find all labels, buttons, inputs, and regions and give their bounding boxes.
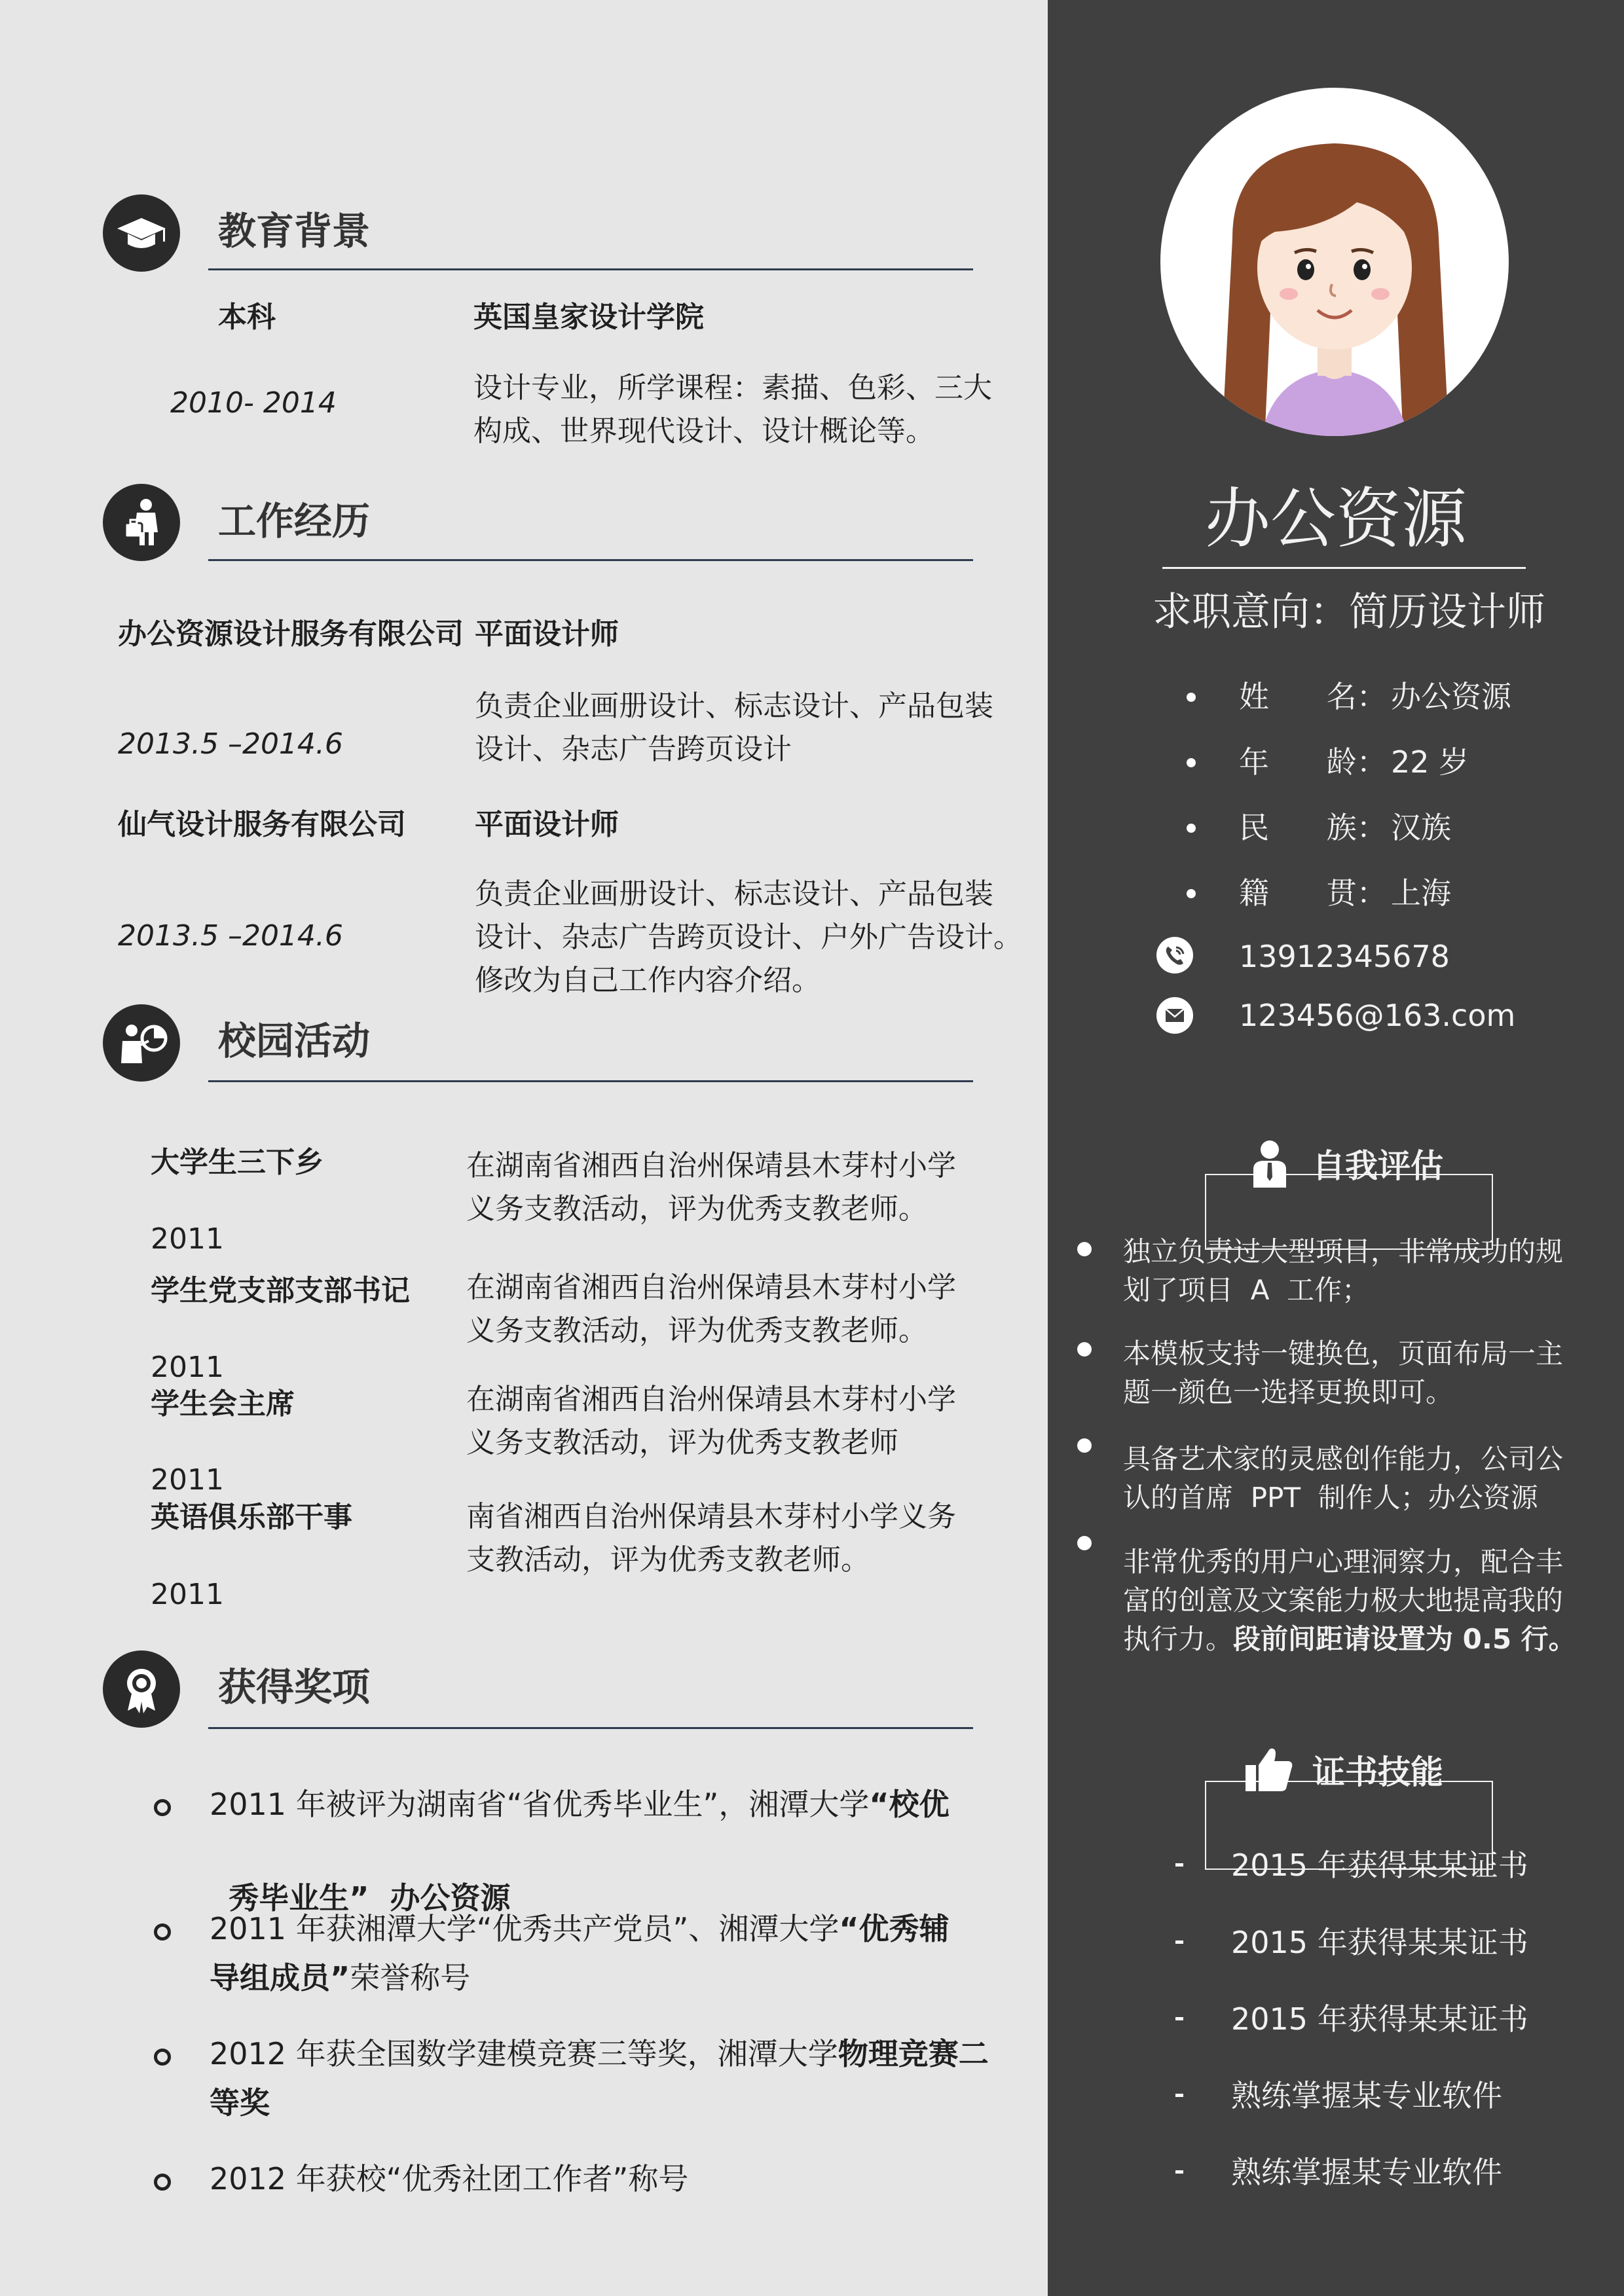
avatar <box>1160 88 1509 436</box>
eval-item-1-line-1: 独立负责过大型项目，非常成功的规 <box>1123 1235 1564 1267</box>
award-1-text: 2011 年被评为湖南省“省优秀毕业生”，湘潭大学 <box>210 1787 870 1822</box>
education-period: 2010- 2014 <box>170 386 337 420</box>
job-2-desc-line-3: 修改为自己工作内容介绍。 <box>475 964 821 997</box>
info-hometown-value: 上海 <box>1391 875 1451 911</box>
campus-2-role: 学生党支部支部书记 <box>151 1274 410 1307</box>
thumbs-up-icon <box>1244 1745 1294 1793</box>
campus-1-desc-line-2: 义务支教活动，评为优秀支教老师。 <box>466 1192 927 1226</box>
award-2-line-2 <box>210 1956 470 2000</box>
eval-item-4-bold-note: 段前间距请设置为 0.5 行。 <box>1233 1623 1576 1655</box>
job-2-period: 2013.5 –2014.6 <box>118 919 343 953</box>
graduation-cap-icon <box>103 194 180 272</box>
cert-item-4: 熟练掌握某专业软件 <box>1231 2078 1502 2113</box>
eval-bullet <box>1077 1342 1092 1357</box>
cert-dash <box>1175 2094 1183 2097</box>
eval-item-2-line-1: 本模板支持一键换色，页面布局一主 <box>1123 1338 1564 1370</box>
award-3-bold-2: 等奖 <box>210 2085 270 2121</box>
award-bullet <box>154 1799 171 1816</box>
phone-icon <box>1156 936 1194 974</box>
eval-bullet <box>1077 1438 1092 1453</box>
name-divider <box>1162 567 1526 569</box>
campus-2-year: 2011 <box>151 1351 224 1384</box>
job-2-desc-line-2: 设计、杂志广告跨页设计、户外广告设计。 <box>475 920 1022 954</box>
campus-title: 校园活动 <box>218 1019 371 1063</box>
self-eval-title: 自我评估 <box>1312 1147 1443 1185</box>
education-school: 英国皇家设计学院 <box>473 301 704 334</box>
campus-4-desc-line-2: 支教活动，评为优秀支教老师。 <box>466 1543 870 1576</box>
education-degree: 本科 <box>218 301 276 334</box>
award-2-bold: “优秀辅 <box>839 1911 950 1946</box>
awards-divider <box>208 1727 973 1729</box>
awards-title: 获得奖项 <box>218 1665 371 1709</box>
eval-item-3-line-2: 认的首席 PPT 制作人；办公资源 <box>1123 1482 1538 1514</box>
cert-item-2: 2015 年获得某某证书 <box>1231 1925 1528 1960</box>
info-hometown-label: 籍 贯： <box>1239 875 1387 911</box>
info-age-label: 年 龄： <box>1239 744 1387 780</box>
briefcase-person-icon <box>103 484 180 561</box>
info-bullet <box>1187 889 1196 898</box>
education-divider <box>208 268 973 270</box>
job-1-desc-line-1: 负责企业画册设计、标志设计、产品包装 <box>475 689 993 723</box>
eval-item-2-line-2: 题一颜色一选择更换即可。 <box>1123 1376 1454 1408</box>
info-bullet <box>1187 758 1196 767</box>
job-2-position: 平面设计师 <box>475 808 619 841</box>
campus-2-desc-line-2: 义务支教活动，评为优秀支教老师。 <box>466 1314 927 1347</box>
email-address[interactable]: 123456@163.com <box>1239 998 1516 1033</box>
campus-2-desc-line-1: 在湖南省湘西自治州保靖县木芽村小学 <box>466 1271 956 1304</box>
profile-name: 办公资源 <box>1205 481 1467 557</box>
campus-3-desc-line-1: 在湖南省湘西自治州保靖县木芽村小学 <box>466 1383 956 1416</box>
education-desc-line-1: 设计专业，所学课程：素描、色彩、三大 <box>473 371 992 405</box>
info-age-value: 22 岁 <box>1391 744 1469 780</box>
job-objective: 求职意向：简历设计师 <box>1153 589 1545 635</box>
email-icon <box>1156 996 1194 1034</box>
award-2-text: 2011 年获湘潭大学“优秀共产党员”、湘潭大学 <box>210 1911 840 1946</box>
award-3-bold: 物理竞赛二 <box>838 2036 989 2071</box>
award-1-text-2: 办公资源 <box>369 1880 511 1916</box>
cert-item-5: 熟练掌握某专业软件 <box>1231 2155 1502 2190</box>
award-2-line-1 <box>210 1906 950 1951</box>
campus-1-year: 2011 <box>151 1222 224 1256</box>
award-2-text-2: 荣誉称号 <box>350 1960 471 1995</box>
award-2-bold-2: 导组成员” <box>210 1960 350 1995</box>
award-bullet <box>154 1923 171 1941</box>
campus-4-year: 2011 <box>151 1578 224 1611</box>
job-1-position: 平面设计师 <box>475 617 619 651</box>
award-3-text: 2012 年获全国数学建模竞赛三等奖，湘潭大学 <box>210 2036 838 2071</box>
award-1-bold: “校优 <box>869 1787 950 1822</box>
job-2-desc-line-1: 负责企业画册设计、标志设计、产品包装 <box>475 877 993 911</box>
campus-4-desc-line-1: 南省湘西自治州保靖县木芽村小学义务 <box>466 1500 956 1533</box>
award-3-line-2 <box>210 2081 270 2125</box>
campus-3-desc-line-2: 义务支教活动，评为优秀支教老师 <box>466 1426 898 1459</box>
info-bullet <box>1187 824 1196 833</box>
info-name-value: 办公资源 <box>1391 679 1511 714</box>
award-bullet <box>154 2049 171 2066</box>
award-medal-icon <box>103 1650 180 1728</box>
cert-dash <box>1175 2017 1183 2020</box>
cert-item-1: 2015 年获得某某证书 <box>1231 1848 1528 1883</box>
campus-4-role: 英语俱乐部干事 <box>151 1501 352 1534</box>
phone-number[interactable]: 13912345678 <box>1239 939 1450 974</box>
award-4-line-1: 2012 年获校“优秀社团工作者”称号 <box>210 2161 689 2196</box>
education-desc-line-2: 构成、世界现代设计、设计概论等。 <box>473 414 934 448</box>
eval-item-4-line-1: 非常优秀的用户心理洞察力，配合丰 <box>1123 1546 1564 1578</box>
work-divider <box>208 559 973 561</box>
award-bullet <box>154 2174 171 2191</box>
campus-1-role: 大学生三下乡 <box>151 1146 323 1179</box>
eval-item-4-line-3 <box>1123 1618 1576 1660</box>
eval-item-3-line-1: 具备艺术家的灵感创作能力，公司公 <box>1123 1443 1564 1475</box>
eval-item-4-line-3-text: 执行力。 <box>1123 1623 1234 1655</box>
info-bullet <box>1187 693 1196 702</box>
cert-dash <box>1175 1941 1183 1944</box>
info-ethnicity-value: 汉族 <box>1391 810 1451 845</box>
person-icon <box>1251 1139 1289 1188</box>
campus-1-desc-line-1: 在湖南省湘西自治州保靖县木芽村小学 <box>466 1149 956 1182</box>
job-1-desc-line-2: 设计、杂志广告跨页设计 <box>475 733 792 766</box>
work-title: 工作经历 <box>218 499 371 543</box>
campus-divider <box>208 1080 973 1082</box>
eval-item-4-line-2: 富的创意及文案能力极大地提高我的 <box>1123 1584 1564 1616</box>
job-1-company: 办公资源设计服务有限公司 <box>118 617 464 651</box>
presentation-chart-icon <box>103 1004 180 1082</box>
eval-bullet <box>1077 1242 1092 1256</box>
award-1-bold-2: 秀毕业生” <box>229 1880 369 1916</box>
education-title: 教育背景 <box>218 209 371 253</box>
award-3-line-1 <box>210 2032 989 2076</box>
job-2-company: 仙气设计服务有限公司 <box>118 808 406 841</box>
job-1-period: 2013.5 –2014.6 <box>118 727 343 761</box>
campus-3-role: 学生会主席 <box>151 1387 295 1421</box>
cert-dash <box>1175 2170 1183 2174</box>
campus-3-year: 2011 <box>151 1463 224 1497</box>
info-name-label: 姓 名： <box>1239 679 1387 714</box>
eval-bullet <box>1077 1536 1092 1550</box>
cert-dash <box>1175 1863 1183 1867</box>
cert-item-3: 2015 年获得某某证书 <box>1231 2001 1528 2037</box>
certs-title: 证书技能 <box>1312 1753 1443 1791</box>
info-ethnicity-label: 民 族： <box>1239 810 1387 845</box>
award-1-line-1 <box>210 1782 950 1827</box>
eval-item-1-line-2: 划了项目 A 工作； <box>1123 1274 1370 1306</box>
